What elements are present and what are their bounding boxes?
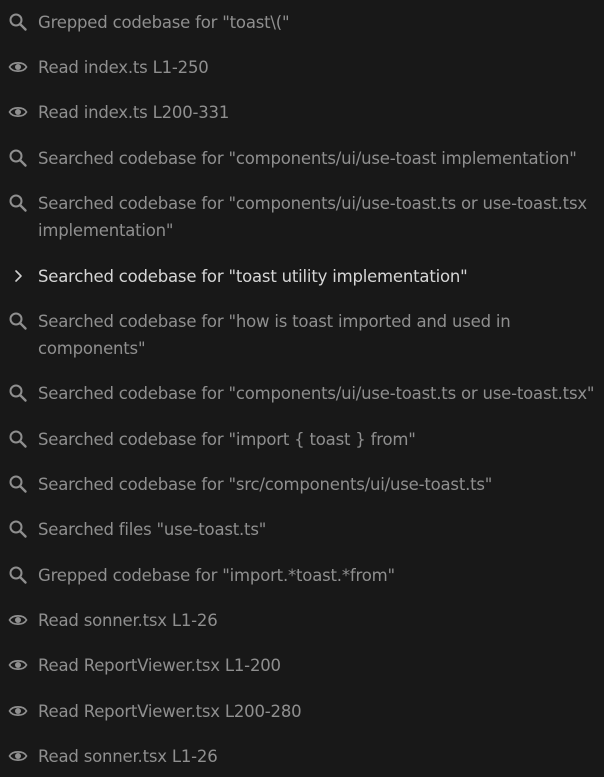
- chevron-right-icon[interactable]: [8, 266, 28, 286]
- eye-icon: [8, 746, 28, 766]
- search-icon: [8, 519, 28, 539]
- eye-icon: [8, 701, 28, 721]
- activity-label: Searched codebase for "how is toast imported and used in components": [38, 312, 511, 358]
- activity-label: Grepped codebase for "import.*toast.*from": [38, 566, 395, 585]
- activity-label: Read ReportViewer.tsx L1-200: [38, 656, 281, 675]
- search-icon: [8, 383, 28, 403]
- search-icon: [8, 148, 28, 168]
- activity-label: Read sonner.tsx L1-26: [38, 611, 218, 630]
- search-icon: [8, 474, 28, 494]
- eye-icon: [8, 102, 28, 122]
- search-icon: [8, 429, 28, 449]
- search-icon: [8, 311, 28, 331]
- search-icon: [8, 12, 28, 32]
- activity-label: Searched files "use-toast.ts": [38, 520, 267, 539]
- activity-label: Searched codebase for "toast utility implementation": [38, 267, 468, 286]
- activity-label: Read sonner.tsx L1-26: [38, 747, 218, 766]
- eye-icon: [8, 610, 28, 630]
- eye-icon: [8, 655, 28, 675]
- activity-label: Searched codebase for "import { toast } from": [38, 430, 416, 449]
- activity-label: Searched codebase for "components/ui/use-toast implementation": [38, 149, 577, 168]
- activity-label: Read index.ts L200-331: [38, 103, 230, 122]
- activity-label: Searched codebase for "components/ui/use-toast.ts or use-toast.tsx": [38, 384, 595, 403]
- activity-label: Read ReportViewer.tsx L200-280: [38, 702, 302, 721]
- eye-icon: [8, 57, 28, 77]
- activity-label: Searched codebase for "components/ui/use-toast.ts or use-toast.tsx implementation": [38, 194, 587, 240]
- search-icon: [8, 193, 28, 213]
- activity-label: Grepped codebase for "toast\(": [38, 13, 290, 32]
- activity-label: Read index.ts L1-250: [38, 58, 209, 77]
- activity-label: Searched codebase for "src/components/ui/use-toast.ts": [38, 475, 493, 494]
- search-icon: [8, 565, 28, 585]
